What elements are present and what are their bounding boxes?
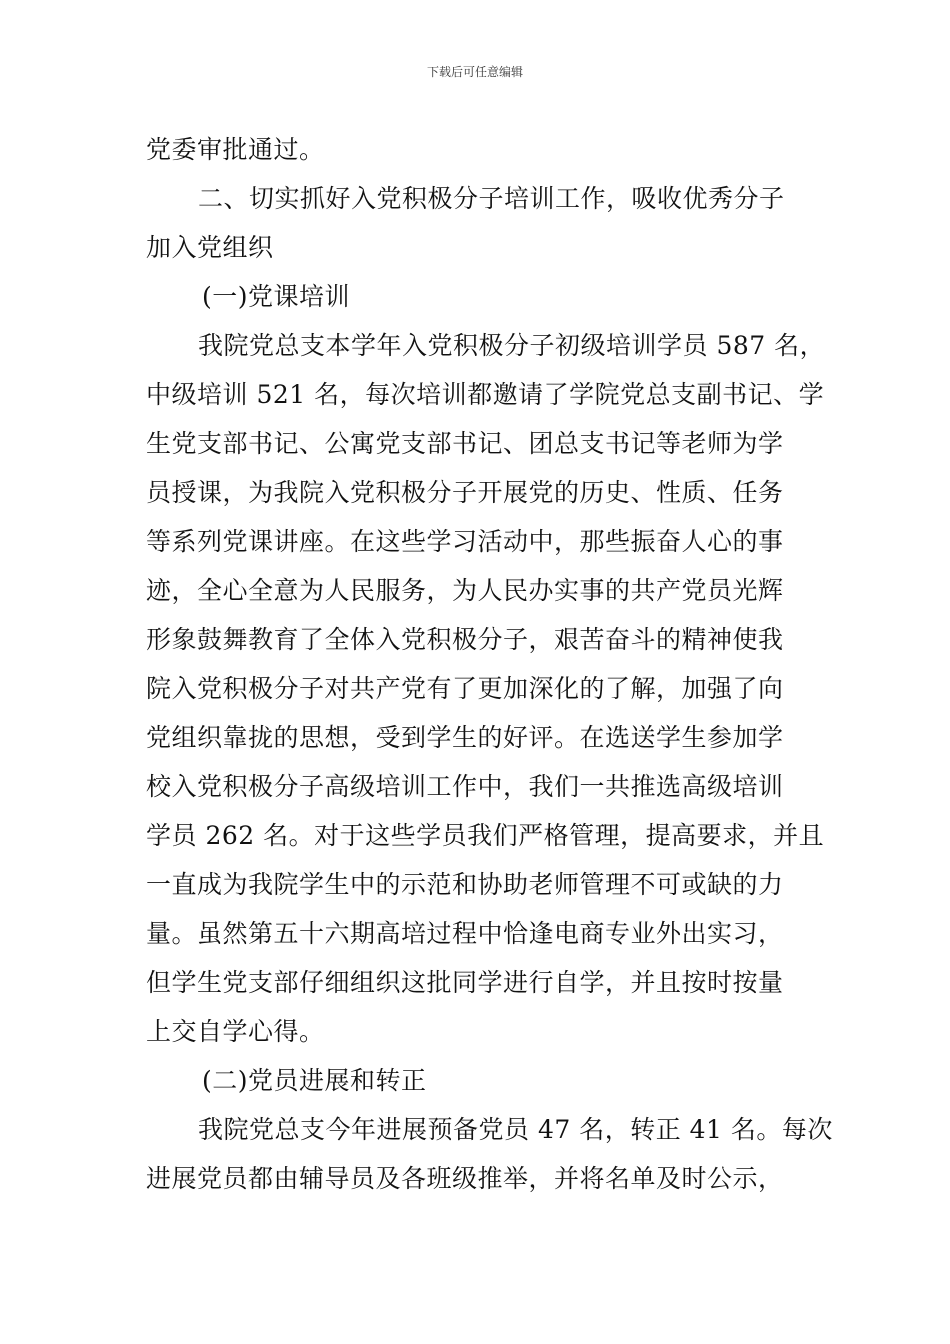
text-line: 员授课，为我院入党积极分子开展党的历史、性质、任务 <box>146 478 784 507</box>
document-body <box>146 125 833 1203</box>
text-line: 量。虽然第五十六期高培过程中恰逢电商专业外出实习， <box>146 919 784 948</box>
text-line: 等系列党课讲座。在这些学习活动中，那些振奋人心的事 <box>146 527 784 556</box>
text-line: 院入党积极分子对共产党有了更加深化的了解，加强了向 <box>146 674 784 703</box>
text-line: 生党支部书记、公寓党支部书记、团总支书记等老师为学 <box>146 429 784 458</box>
section-heading: 二、切实抓好入党积极分子培训工作，吸收优秀分子 <box>198 184 785 213</box>
text-line: 校入党积极分子高级培训工作中，我们一共推选高级培训 <box>146 772 784 801</box>
subsection-heading: (一)党课培训 <box>202 282 351 311</box>
subsection-heading: (二)党员进展和转正 <box>202 1066 427 1095</box>
text-line: 学员 262 名。对于这些学员我们严格管理，提高要求，并且 <box>146 821 825 850</box>
text-line: 上交自学心得。 <box>146 1017 325 1046</box>
text-line: 党委审批通过。 <box>146 135 325 164</box>
text-line: 一直成为我院学生中的示范和协助老师管理不可或缺的力 <box>146 870 784 899</box>
text-line: 我院党总支今年进展预备党员 47 名，转正 41 名。每次 <box>198 1115 833 1144</box>
text-line: 进展党员都由辅导员及各班级推举，并将名单及时公示， <box>146 1164 784 1193</box>
text-line: 我院党总支本学年入党积极分子初级培训学员 587 名， <box>198 331 826 360</box>
text-line: 党组织靠拢的思想，受到学生的好评。在选送学生参加学 <box>146 723 784 752</box>
text-line: 形象鼓舞教育了全体入党积极分子，艰苦奋斗的精神使我 <box>146 625 784 654</box>
text-line: 但学生党支部仔细组织这批同学进行自学，并且按时按量 <box>146 968 784 997</box>
text-line: 迹，全心全意为人民服务，为人民办实事的共产党员光辉 <box>146 576 784 605</box>
text-line: 中级培训 521 名，每次培训都邀请了学院党总支副书记、学 <box>146 380 825 409</box>
page-header: 下载后可任意编辑 <box>426 65 523 79</box>
section-heading-continued: 加入党组织 <box>146 233 274 262</box>
